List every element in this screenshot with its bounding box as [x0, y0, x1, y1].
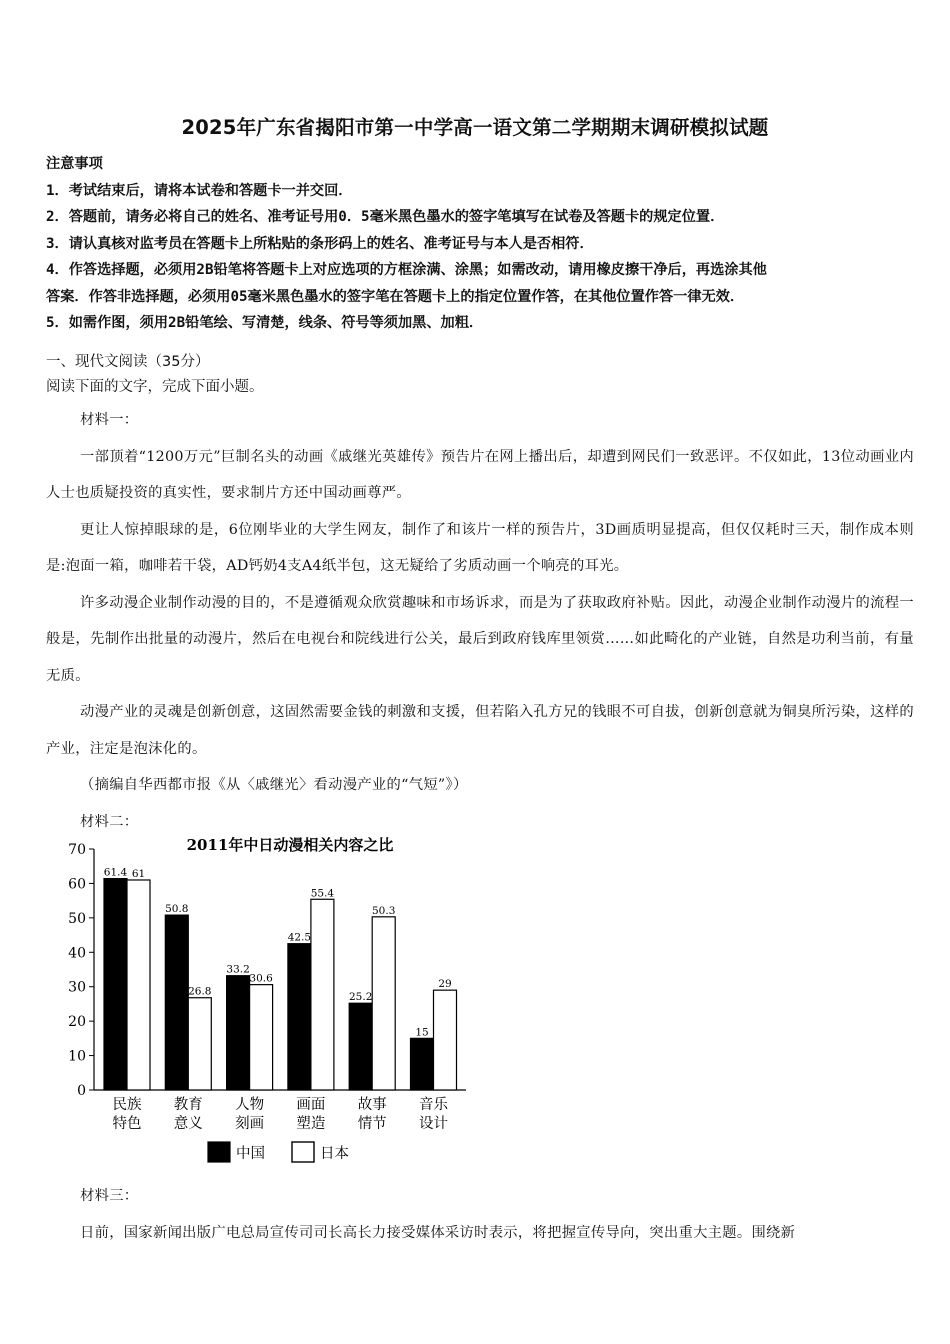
y-tick-label: 40 [68, 945, 86, 962]
category-label: 情节 [357, 1116, 387, 1132]
chart-title: 2011年中日动漫相关内容之比 [186, 836, 394, 854]
data-label: 55.4 [310, 887, 335, 900]
bar-china [104, 879, 127, 1090]
notice-item: 答案．作答非选择题，必须用05毫米黑色墨水的签字笔在答题卡上的指定位置作答，在其他位置作答一律无效． [46, 288, 745, 305]
data-label: 25.2 [349, 991, 373, 1004]
notice-item: 1．考试结束后，请将本试卷和答题卡一并交回． [46, 182, 353, 199]
data-label: 61.4 [103, 866, 128, 879]
notice-heading: 注意事项 [46, 156, 103, 172]
data-label: 50.3 [372, 904, 396, 917]
material3-label: 材料三： [80, 1188, 139, 1204]
bar-japan [311, 899, 334, 1090]
data-label: 26.8 [188, 985, 212, 998]
material1-label: 材料一： [80, 412, 139, 428]
bar-japan [250, 985, 273, 1090]
material1-paragraph: 动漫产业的灵魂是创新创意，这固然需要金钱的刺激和支援，但若陷入孔方兄的钱眼不可自拔，创新创意就为铜臭所污染，这样的产业，注定是泡沫化的。 [46, 704, 914, 757]
bar-china [288, 944, 311, 1090]
y-tick-label: 0 [77, 1083, 86, 1099]
legend-swatch-china [208, 1142, 230, 1162]
section-heading: 一、现代文阅读（35分） [46, 354, 210, 370]
bar-chart [58, 828, 488, 1173]
legend-label: 中国 [236, 1146, 265, 1162]
category-label: 故事 [357, 1097, 387, 1113]
data-label: 15 [415, 1026, 429, 1039]
data-label: 42.5 [287, 931, 312, 944]
notice-item: 3．请认真核对监考员在答题卡上所粘贴的条形码上的姓名、准考证号与本人是否相符． [46, 235, 594, 252]
material2-label: 材料二： [80, 813, 139, 830]
category-label: 民族 [112, 1097, 142, 1113]
page-title: 2025年广东省揭阳市第一中学高一语文第二学期期末调研模拟试题 [181, 116, 769, 139]
data-label: 61 [131, 867, 146, 880]
y-tick-label: 30 [68, 979, 86, 996]
category-label: 意义 [173, 1116, 203, 1132]
bar-japan [127, 880, 150, 1090]
y-tick-label: 10 [68, 1048, 86, 1065]
material3-paragraph: 日前，国家新闻出版广电总局宣传司司长高长力接受媒体采访时表示，将把握宣传导向，突出重大主题。围绕新 [80, 1224, 796, 1241]
material1 [46, 402, 914, 840]
notice-item: 2．答题前，请务必将自己的姓名、准考证号用0．5毫米黑色墨水的签字笔填写在试卷及答题卡的规定位置． [46, 209, 725, 225]
category-label: 音乐 [419, 1097, 448, 1113]
bar-china [411, 1038, 434, 1090]
category-label: 画面 [296, 1097, 326, 1113]
data-label: 50.8 [165, 903, 189, 916]
material1-source: （摘编自华西都市报《从〈戚继光〉看动漫产业的“气短”》） [80, 777, 468, 793]
y-tick-label: 70 [68, 842, 86, 858]
category-label: 特色 [112, 1116, 142, 1132]
notice-item: 5．如需作图，须用2B铅笔绘、写清楚，线条、符号等须加黑、加粗． [46, 315, 484, 331]
category-label: 塑造 [296, 1116, 326, 1132]
material3 [46, 1178, 914, 1251]
bar-japan [434, 990, 457, 1090]
y-tick-label: 50 [68, 910, 86, 927]
y-tick-label: 20 [68, 1014, 86, 1031]
y-tick-label: 60 [68, 876, 86, 893]
bar-japan [188, 998, 211, 1090]
category-label: 人物 [235, 1097, 265, 1113]
bar-china [227, 976, 250, 1090]
material1-paragraph: 一部顶着“1200万元”巨制名头的动画《戚继光英雄传》预告片在网上播出后，却遭到网民们一致恶评。不仅如此，13位动画业内人士也质疑投资的真实性，要求制片方还中国动画尊严。 [46, 448, 914, 501]
bar-china [349, 1003, 372, 1090]
category-label: 教育 [173, 1097, 203, 1113]
data-label: 30.6 [249, 972, 273, 985]
data-label: 29 [438, 978, 452, 991]
section-instruction: 阅读下面的文字，完成下面小题。 [46, 379, 264, 395]
notice-block [46, 151, 916, 337]
legend-swatch-japan [292, 1142, 314, 1162]
material1-paragraph: 许多动漫企业制作动漫的目的，不是遵循观众欣赏趣味和市场诉求，而是为了获取政府补贴。因此，动漫企业制作动漫片的流程一般是，先制作出批量的动漫片，然后在电视台和院线进行公关，最后到政府钱库里领赏……如此畸化的产业链，自然是功利当前，有量无质。 [46, 594, 914, 684]
notice-item: 4．作答选择题，必须用2B铅笔将答题卡上对应选项的方框涂满、涂黑；如需改动，请用橡皮擦干净后，再选涂其他 [46, 262, 767, 278]
category-label: 刻画 [235, 1116, 265, 1132]
legend-label: 日本 [320, 1146, 349, 1162]
data-label: 33.2 [226, 963, 250, 976]
bar-japan [372, 917, 395, 1090]
bar-china [165, 915, 188, 1090]
material1-paragraph: 更让人惊掉眼球的是，6位刚毕业的大学生网友，制作了和该片一样的预告片，3D画质明显提高，但仅仅耗时三天，制作成本则是:泡面一箱，咖啡若干袋，AD钙奶4支A4纸半包，这无疑给了劣质动画一个响亮的耳光。 [46, 521, 914, 574]
category-label: 设计 [419, 1116, 448, 1132]
